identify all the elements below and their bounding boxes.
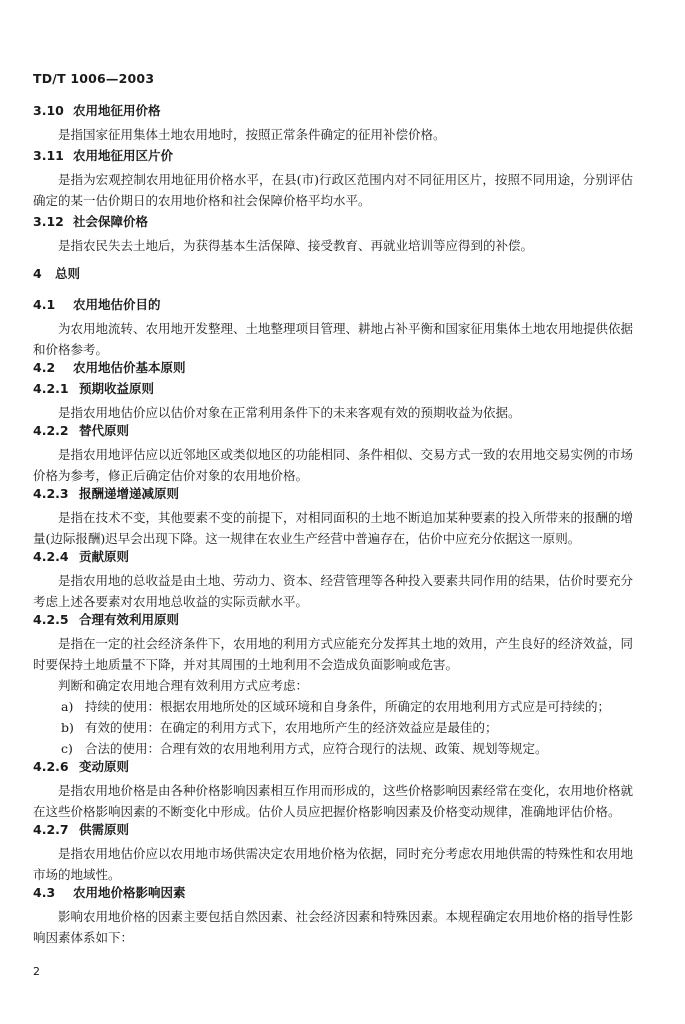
section-heading-4-2 [33, 360, 633, 376]
section-number: 4.3 [33, 885, 56, 900]
section-heading-4-1 [33, 297, 633, 313]
section-title: 报酬递增递减原则 [79, 486, 180, 501]
section-number: 3.12 [33, 214, 64, 229]
section-title: 农用地征用价格 [73, 103, 161, 118]
list-marker: b) [61, 720, 74, 735]
section-body-4-2-6: 是指农用地价格是由各种价格影响因素相互作用而形成的，这些价格影响因素经常在变化，农用地价格就在这些价格影响因素的不断变化中形成。估价人员应把握价格影响因素及价格变动规律，准确地评估价格。 [33, 783, 634, 819]
section-title: 社会保障价格 [73, 214, 149, 229]
section-heading-4-2-2 [33, 423, 633, 439]
section-number: 4.2 [33, 360, 56, 375]
section-body-3-12: 是指农民失去土地后，为获得基本生活保障、接受教育、再就业培训等应得到的补偿。 [58, 238, 534, 253]
section-number: 4.2.1 [33, 381, 69, 396]
section-heading-4-2-4 [33, 549, 633, 565]
section-body-4-2-7: 是指农用地估价应以农用地市场供需决定农用地价格为依据，同时充分考虑农用地供需的特殊性和农用地市场的地域性。 [33, 846, 634, 882]
list-item-text: 持续的使用：根据农用地所处的区域环境和自身条件，所确定的农用地利用方式应是可持续的； [85, 699, 611, 714]
section-body-4-2-5: 是指在一定的社会经济条件下，农用地的利用方式应能充分发挥其土地的效用，产生良好的经济效益，同时要保持土地质量不下降，并对其周围的土地利用不会造成负面影响或危害。 [33, 636, 634, 672]
section-heading-4-2-7 [33, 822, 633, 838]
page-number: 2 [33, 965, 40, 978]
section-title: 变动原则 [79, 759, 130, 774]
section-body-4-2-1: 是指农用地估价应以估价对象在正常利用条件下的未来客观有效的预期收益为依据。 [58, 405, 521, 420]
section-number: 4.2.3 [33, 486, 69, 501]
section-title: 预期收益原则 [79, 381, 155, 396]
chapter-title: 总则 [55, 266, 81, 281]
section-number: 4.2.6 [33, 759, 69, 774]
section-heading-3-11 [33, 148, 633, 164]
section-number: 4.2.4 [33, 549, 69, 564]
section-intro-4-2-5: 判断和确定农用地合理有效利用方式应考虑： [58, 678, 309, 693]
chapter-number: 4 [33, 266, 42, 281]
section-title: 贡献原则 [79, 549, 130, 564]
section-title: 农用地价格影响因素 [73, 885, 186, 900]
section-heading-4-2-6 [33, 759, 633, 775]
list-item-text: 有效的使用：在确定的利用方式下，农用地所产生的经济效益应是最佳的； [85, 720, 498, 735]
list-marker: c) [61, 741, 73, 756]
section-number: 4.2.2 [33, 423, 69, 438]
list-item [33, 738, 633, 759]
section-number: 3.10 [33, 103, 64, 118]
section-body-4-3: 影响农用地价格的因素主要包括自然因素、社会经济因素和特殊因素。本规程确定农用地价格的指导性影响因素体系如下： [33, 909, 634, 945]
section-number: 4.1 [33, 297, 56, 312]
chapter-heading-4 [33, 266, 633, 282]
section-heading-4-3 [33, 885, 633, 901]
section-body-3-10: 是指国家征用集体土地农用地时，按照正常条件确定的征用补偿价格。 [58, 127, 446, 142]
section-number: 4.2.7 [33, 822, 69, 837]
list-marker: a) [61, 699, 74, 714]
section-body-4-2-3: 是指在技术不变，其他要素不变的前提下，对相同面积的土地不断追加某种要素的投入所带来的报酬的增量(边际报酬)迟早会出现下降。这一规律在农业生产经营中普遍存在，估价中应充分依据这一原则。 [33, 510, 634, 546]
section-heading-4-2-1 [33, 381, 633, 397]
section-body-3-11: 是指为宏观控制农用地征用价格水平，在县(市)行政区范围内对不同征用区片，按照不同用途，分别评估确定的某一估价期日的农用地价格和社会保障价格平均水平。 [33, 172, 633, 208]
section-title: 农用地估价目的 [73, 297, 161, 312]
section-heading-3-12 [33, 214, 633, 230]
section-title: 农用地征用区片价 [73, 148, 174, 163]
section-title: 供需原则 [79, 822, 130, 837]
section-title: 合理有效利用原则 [79, 612, 180, 627]
document-body [33, 103, 633, 948]
section-title: 替代原则 [79, 423, 130, 438]
section-body-4-2-4: 是指农用地的总收益是由土地、劳动力、资本、经营管理等各种投入要素共同作用的结果，估价时要充分考虑上述各要素对农用地总收益的实际贡献水平。 [33, 573, 634, 609]
section-body-4-2-2: 是指农用地评估应以近邻地区或类似地区的功能相同、条件相似、交易方式一致的农用地交易实例的市场价格为参考，修正后确定估价对象的农用地价格。 [33, 447, 634, 483]
section-title: 农用地估价基本原则 [73, 360, 186, 375]
section-body-4-1: 为农用地流转、农用地开发整理、土地整理项目管理、耕地占补平衡和国家征用集体土地农用地提供依据和价格参考。 [33, 321, 634, 357]
standard-code: TD/T 1006—2003 [33, 71, 155, 86]
section-heading-3-10 [33, 103, 633, 119]
section-number: 4.2.5 [33, 612, 69, 627]
section-heading-4-2-3 [33, 486, 633, 502]
section-heading-4-2-5 [33, 612, 633, 628]
list-item [33, 696, 633, 717]
section-number: 3.11 [33, 148, 64, 163]
list-item [33, 717, 633, 738]
list-item-text: 合法的使用：合理有效的农用地利用方式，应符合现行的法规、政策、规划等规定。 [85, 741, 548, 756]
